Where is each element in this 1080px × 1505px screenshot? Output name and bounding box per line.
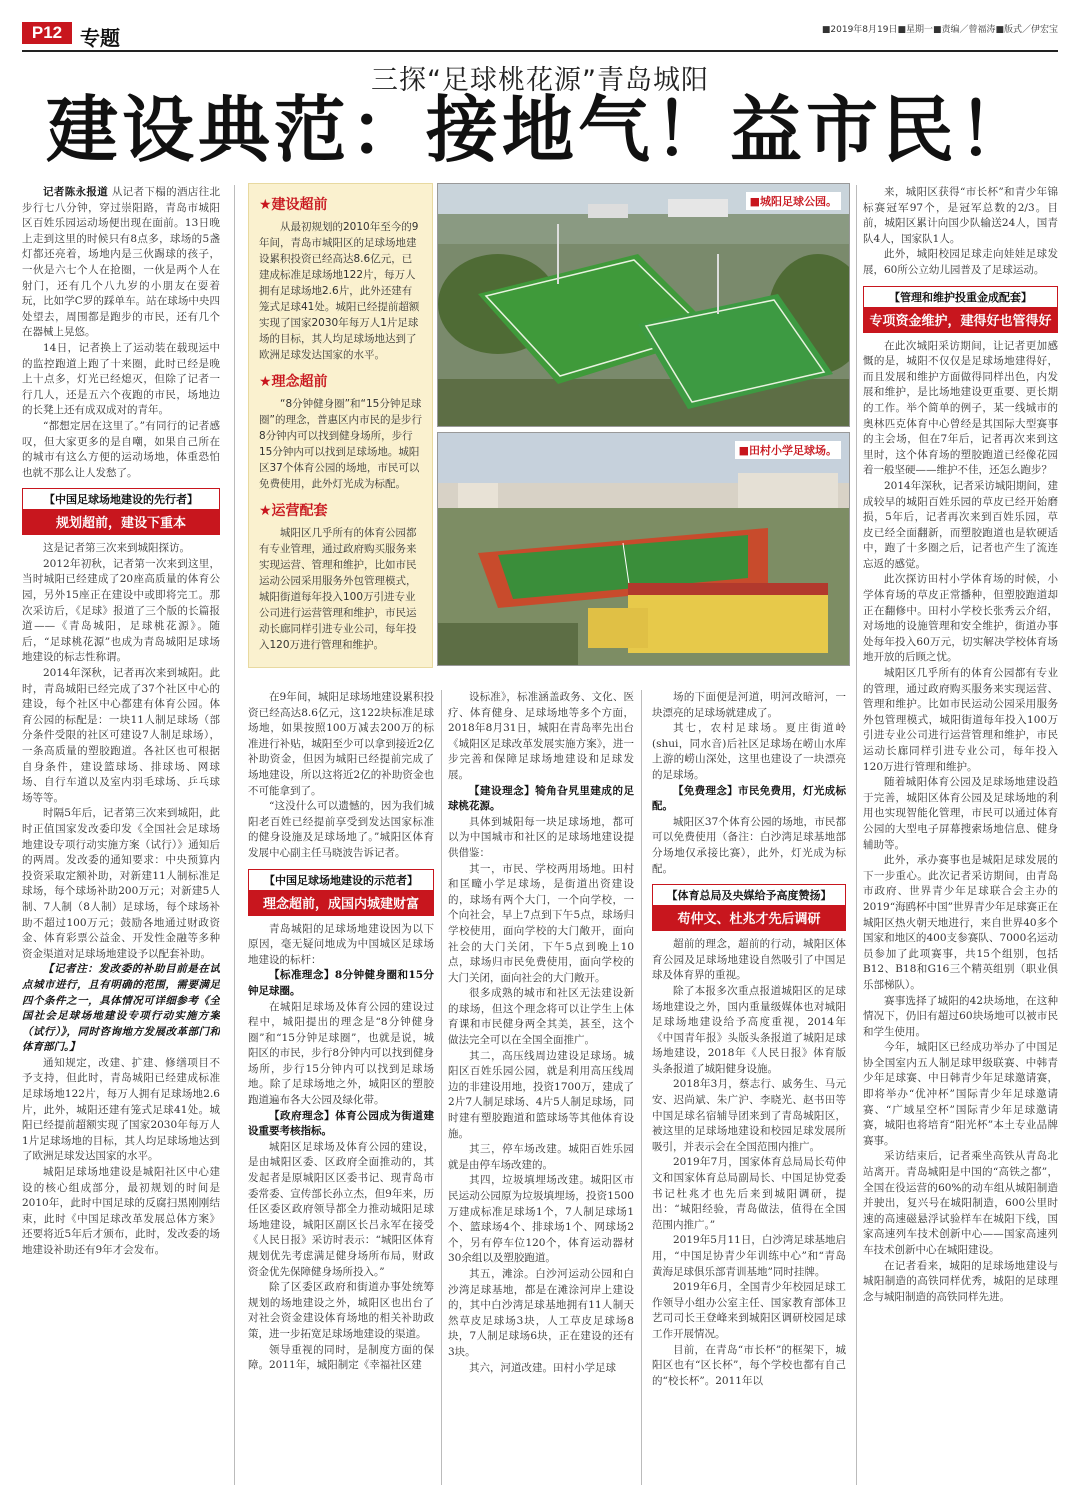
paragraph: 从记者下榻的酒店往北步行七八分钟，穿过崇阳路，青岛市城阳区百姓乐园运动场便出现在面前。13日晚上走到这里的时候只有8点多，球场的5盏灯都还亮着，场地内是三伙踢球的孩子，一伙是六七个人在抢圈，一伙是两个人在射门，还有几个八九岁的小朋友在耍着玩，比如学C罗的踩单车。站在球场中央四处望去，周围都是跑步的市民，还有几个在器械上晃悠。 xyxy=(22,186,220,339)
paragraph: 其二，高压线周边建设足球场。城阳区百姓乐园公园，就是利用高压线周边的非建设用地，投资1700万，建成了2片7人制足球场、4片5人制足球场，同时建有塑胶跑道和篮球场等其他体育设施。 xyxy=(448,1049,634,1140)
paragraph: 今年，城阳区已经成功举办了中国足协全国室内五人制足球甲级联赛、中韩青少年足球赛、中日韩青少年足球邀请赛，即将举办“优冲杯”国际青少年足球邀请赛、“广域星空杯”国际青少年足球邀请赛，城阳也将培育“阳光杯”本土专业品牌赛事。 xyxy=(863,1041,1058,1147)
paragraph: 2019年7月，国家体育总局局长苟仲文和国家体育总局副局长、中国足协党委书记杜兆才也先后来到城阳调研，提出：“城阳经验，青岛做法，值得在全国范围内推广。” xyxy=(652,1156,846,1231)
paragraph: 这是记者第三次来到城阳探访。 xyxy=(43,542,190,555)
paragraph: 在此次城阳采访期间，让记者更加感慨的是，城阳不仅仅是足球场地建得好，而且发展和维护方面做得同样出色，内发展和维护，是比场地建设更重要、更长期的工作。举个简单的例子，某一线城市的奥林匹克体育中心曾经是其国际大型赛事的主会场，但在7年后，记者再次来到这里时，这个体育场的塑胶跑道已经像花园着一般坚硬——维护不佳，还怎么跑步？ xyxy=(863,339,1058,477)
paragraph: 此外，城阳校园足球走向娃娃足球发展，60所公立幼儿园普及了足球运动。 xyxy=(863,248,1058,276)
school-pitch-illustration xyxy=(438,433,850,666)
paragraph: 目前，在青岛“市长杯”的框架下，城阳区也有“区长杯”，每个学校也都有自己的“校长杯”。2011年以 xyxy=(652,1343,846,1387)
column-5 xyxy=(863,185,1058,1485)
paragraph: 其七，农村足球场。夏庄街道岭(shui，同水音)后社区足球场在崂山水库上游的崂山深处，这里也建设了一块漂亮的足球场。 xyxy=(652,722,846,781)
column-2 xyxy=(248,690,434,1485)
school-pitch-photo xyxy=(437,432,850,666)
paragraph: 场的下面便是河道，明河改暗河，一块漂亮的足球场就建成了。 xyxy=(652,691,846,719)
paragraph: 2019年5月11日，白沙湾足球基地启用，“中国足协青少年训练中心”和“青岛黄海足球俱乐部青训基地”同时挂牌。 xyxy=(652,1234,846,1278)
paragraph: 青岛城阳的足球场地建设因为以下原因，毫无疑问地成为中国城区足球场地建设的标杆： xyxy=(248,922,434,966)
paragraph: 城阳区37个体育公园的场地，市民都可以免费使用（备注：白沙湾足球基地部分场地仅承接比赛），此外，灯光成为标配。 xyxy=(652,815,846,875)
subhead-top: 【体育总局及央媒给予高度赞扬】 xyxy=(666,889,832,903)
subhead-top: 【中国足球场地建设的示范者】 xyxy=(264,873,418,887)
paragraph: 城阳足球场地建设是城阳社区中心建设的核心组成部分，最初规划的时间是2010年，此时中国足球的反腐扫黑刚刚结束，此时《中国足球改革发展总体方案》还要将近5年后才颁布，此时，发改委的场地建设补助还有9年才会发布。 xyxy=(22,1166,220,1256)
paragraph: 此次探访田村小学体育场的时候，小学体育场的草皮正常播种，但塑胶跑道却正在翻修中。田村小学校长张秀云介绍，对场地的设施管理和安全维护，街道办事处每年投入60万元，切实解决学校体育场地开放的后顾之忧。 xyxy=(863,573,1058,664)
paragraph: 其四，垃圾填埋场改建。城阳区市民运动公园原为垃圾填埋场，投资1500万建成标准足球场1个，7人制足球场1个、篮球场4个、排球场1个、网球场2个，另有停车位120个，体育运动器材30余组以及塑胶跑道。 xyxy=(448,1174,634,1265)
paragraph: 14日，记者换上了运动装在载现运中的监控跑道上跑了十来圈，此时已经是晚上十点多，灯光已经熄灭，但除了记者一行几人，还是五六个夜跑的市民，场地边的长凳上还有成双成对的青年。 xyxy=(22,341,220,417)
paragraph: 很多成熟的城市和社区无法建设新的球场，但这个理念将可以让学生上体育课和市民健身两全其美，甚至，这个做法完全可以在全国全面推广。 xyxy=(448,987,634,1047)
subhead-bottom: 专项资金维护，建得好也管得好 xyxy=(864,307,1057,332)
page-number: P12 xyxy=(22,22,72,44)
sidebar-heading: ★理念超前 xyxy=(259,374,328,390)
column-divider xyxy=(856,185,857,1485)
sidebar-heading: ★运营配套 xyxy=(259,503,328,519)
sidebar-text: 从最初规划的2010年至今的9年间，青岛市城阳区的足球场地建设累积投资已经高达8.6亿元，已建成标准足球场地122片，每万人拥有足球场地2.6片，此外还建有笼式足球41处。城阳已经提前超额实现了国家2030年每万人1片足球场的目标，其人均足球场地达到了欧洲足球发达国家的水平。 xyxy=(259,221,420,361)
subhead-bottom: 理念超前，成国内城建财富 xyxy=(249,890,433,915)
subhead-box xyxy=(652,884,846,931)
paragraph: “这没什么可以遗憾的，因为我们城阳老百姓已经提前享受到发达国家标准的健身设施及足球场地了。”城阳区体育发展中心副主任马晓波告诉记者。 xyxy=(248,800,434,859)
paragraph: 赛事选择了城阳的42块场地，在这种情况下，仍旧有超过60块场地可以被市民和学生使用。 xyxy=(863,994,1058,1038)
header-info: ■2019年8月19日■星期一■责编／曾福涛■版式／伊宏宝 xyxy=(821,25,1058,35)
column-divider xyxy=(234,185,235,1485)
paragraph: 来，城阳区获得“市长杯”和青少年锦标赛冠军97个，是冠军总数的2/3。目前，城阳区累计向国少队输送24人，国青队4人，国家队1人。 xyxy=(863,186,1058,245)
paragraph: 随着城阳体育公园及足球场地建设趋于完善，城阳区体育公园及足球场地的利用也实现智能化管理，市民可以通过体育公园的大型电子屏幕搜索场地信息、健身辅助等。 xyxy=(863,776,1058,851)
sidebar-heading: ★建设超前 xyxy=(259,197,328,213)
paragraph: “都想定居在这里了。”有同行的记者感叹，但大家更多的是自嘲，如果自己所在的城市有这么方便的运动场地，体重恐怕也就不那么让人发愁了。 xyxy=(22,419,220,479)
article-kicker: 三探“足球桃花源”青岛城阳 xyxy=(371,65,709,96)
subhead-bottom: 规划超前，建设下重本 xyxy=(23,509,219,534)
paragraph: 2018年3月，蔡志行、戚务生、马元安、迟尚斌、朱广沪、李晓光、赵书田等中国足球名宿辅导团来到了青岛城阳区，被这里的足球场地建设和校园足球发展所吸引，并表示会在全国范围内推广。 xyxy=(652,1078,846,1153)
paragraph: 2012年初秋，记者第一次来到这里，当时城阳已经建成了20座高质量的体育公园，另外15座正在建设中或即将完工。那次采访后，《足球》报道了三个版的长篇报道——《青岛城阳，足球桃花源》。随后，“足球桃花源”也成为青岛城阳足球场地建设的标志性称谓。 xyxy=(22,557,220,664)
sidebar-text: “8分钟健身圈”和“15分钟足球圈”的理念，普惠区内市民的是步行8分钟内可以找到健身场所，步行15分钟内可以找到足球场地。城阳区37个体育公园的场地，市民可以免费使用，此外灯光成为标配。 xyxy=(259,398,422,490)
highlights-sidebar xyxy=(248,183,433,668)
sidebar-text: 城阳区几乎所有的体育公园都有专业管理，通过政府购买服务来实现运营、管理和维护，比如市民运动公园采用服务外包管理模式，城阳街道每年投入100万引进专业公司进行运营管理和维护，市民运动长廊同样引进专业公司，每年投入120万进行管理和维护。 xyxy=(259,527,417,651)
paragraph: 具体到城阳每一块足球场地，都可以为中国城市和社区的足球场地建设提供借鉴： xyxy=(448,815,634,859)
photo-caption: ■城阳足球公园。 xyxy=(746,192,841,210)
subhead-box xyxy=(22,488,220,535)
paragraph: 其一，市民、学校两用场地。田村和匡疃小学足球场，是街道出资建设的，球场有两个大门，一个向学校，一个向社会，早上7点到下午5点，球场归学校使用，面向学校的大门敞开，面向社会的大门关闭，下午5点到晚上10点，球场归市民免费使用，面向学校的大门关闭，面向社会的大门敞开。 xyxy=(448,862,634,984)
subhead-top: 【管理和维护投重金成配套】 xyxy=(889,290,1032,304)
subhead-bottom: 苟仲文、杜兆才先后调研 xyxy=(653,905,845,930)
paragraph: 采访结束后，记者乘坐高铁从青岛北站离开。青岛城阳是中国的“高铁之都”，全国在役运营的60%的动车组从城阳制造并驶出，复兴号在城阳制造，600公里时速的高速磁悬浮试验样车在城阳下线，国家高速列车技术创新中心——国家高速列车技术创新中心在城阳建设。 xyxy=(863,1150,1058,1256)
paragraph: 其三，停车场改建。城阳百姓乐园就是由停车场改建的。 xyxy=(448,1143,634,1171)
column-divider xyxy=(641,690,642,1485)
article-headline: 建设典范：接地气！益市民！ xyxy=(45,88,1034,172)
paragraph: 2019年6月，全国青少年校园足球工作领导小组办公室主任、国家教育部体卫艺司司长王登峰来到城阳区调研校园足球工作开展情况。 xyxy=(652,1281,846,1340)
paragraph: 在城阳足球场及体育公园的建设过程中，城阳提出的理念是“8分钟健身圈”和“15分钟足球圈”，也就是说，城阳区的市民，步行8分钟内可以找到健身场所，步行15分钟内可以找到足球场地。除了足球场地之外，城阳区的塑胶跑道遍布各大公园及绿化带。 xyxy=(248,1000,434,1107)
paragraph-heading: 【建设理念】犄角旮旯里建成的足球桃花源。 xyxy=(448,784,634,813)
header-divider xyxy=(22,50,1058,52)
football-park-photo xyxy=(437,183,850,427)
paragraph: 2014年深秋，记者再次来到城阳。此时，青岛城阳已经完成了37个社区中心的建设，每个社区中心都建有体育公园。体育公园的标配是：一块11人制足球场（部分条件受限的社区可建设7人制足球场），一条高质量的塑胶跑道。各社区也可根据自身条件，建设篮球场、排球场、网球场、自行车道以及室内羽毛球场、乒乓球场等等。 xyxy=(22,667,220,804)
paragraph: 此外，承办赛事也是城阳足球发展的下一步重心。此次记者采访期间，由青岛市政府、世界青少年足球联合会主办的2019“海鸥杯中国”世界青少年足球赛正在城阳区热火朝天地进行，来自世界40多个国家和地区的400支参赛队、7000名运动员参加了此项赛事，共15个组别，包括B12、B18和G16三个精英组别（职业俱乐部梯队）。 xyxy=(863,854,1058,991)
paragraph: 通知规定，改建、扩建、修缮项目不予支持，但此时，青岛城阳已经建成标准足球场地122片，每万人拥有足球场地2.6片，此外，城阳还建有笼式足球41处。城阳已经提前超额实现了国家2030年每万人1片足球场地的目标，其人均足球场地达到了欧洲足球发达国家的水平。 xyxy=(22,1056,220,1163)
byline: 记者陈永报道 xyxy=(43,186,109,198)
paragraph: 除了区委区政府和街道办事处统筹规划的场地建设之外，城阳区也出台了对社会资金建设体育场地的相关补助政策，进一步拓宽足球场地建设的渠道。 xyxy=(248,1281,434,1340)
paragraph: 时隔5年后，记者第三次来到城阳，此时正值国家发改委印发《全国社会足球场地建设专项行动实施方案（试行）》通知后的两周。发改委的通知要求：中央预算内投资采取定额补助，对新建11人制标准足球场，每个球场补助200万元；对新建5人制、7人制（8人制）足球场，每个球场补助不超过100万元；鼓励各地通过财政资金、体育彩票公益金、开发性金融等多种资金渠道对足球场地建设予以配套补助。 xyxy=(22,807,220,960)
subhead-box xyxy=(863,286,1058,333)
paragraph: 其六，河道改建。田村小学足球 xyxy=(469,1361,616,1374)
column-divider xyxy=(441,690,442,1485)
paragraph: 除了本报多次重点报道城阳区的足球场地建设之外，国内重量级媒体也对城阳足球场地建设给予高度重视，2014年《中国青年报》头版头条报道了城阳足球场地建设，2018年《人民日报》体育版头条报道了城阳健身设施。 xyxy=(652,984,846,1075)
photo-caption: ■田村小学足球场。 xyxy=(735,441,841,459)
paragraph: 在9年间，城阳足球场地建设累积投资已经高达8.6亿元，这122块标准足球场地，如果按照100万减去200万的标准进行补贴，城阳至少可以拿到接近2亿补助资金，但因为城阳已经提前完成了场地建设，所以这将近2亿的补助资金也不可能拿到了。 xyxy=(248,691,434,797)
paragraph: 其五，滩涂。白沙河运动公园和白沙湾足球基地，都是在滩涂河岸上建设的，其中白沙湾足球基地拥有11人制天然草皮足球场3块，人工草皮足球场8块，7人制足球场6块，正在建设的还有3块。 xyxy=(448,1267,634,1358)
paragraph: 城阳区足球场及体育公园的建设，是由城阳区委、区政府全面推动的，其发起者是原城阳区区委书记、现青岛市委常委、宣传部长孙立杰，但9年来，历任区委区政府领导都全力推动城阳足球场地建设，城阳区副区长吕永军在接受《人民日报》采访时表示：“城阳区体育规划优先考虑满足健身场所布局，财政资金优先保障健身场所投入。” xyxy=(248,1140,434,1278)
section-name: 专题 xyxy=(80,26,120,50)
paragraph-heading: 【政府理念】体育公园成为街道建设重要考核指标。 xyxy=(248,1109,434,1138)
paragraph-heading: 【免费理念】市民免费用，灯光成标配。 xyxy=(652,784,846,813)
subhead-box xyxy=(248,869,434,916)
paragraph: 城阳区几乎所有的体育公园都有专业的管理，通过政府购买服务来实现运营、管理和维护。比如市民运动公园采用服务外包管理模式，城阳街道每年投入100万引进专业公司进行运营管理和维护，市民运动长廊同样引进专业公司，每年投入120万进行管理和维护。 xyxy=(863,667,1058,773)
paragraph: 在记者看来，城阳的足球场地建设与城阳制造的高铁同样优秀，城阳的足球理念与城阳制造的高铁同样先进。 xyxy=(863,1259,1058,1303)
column-1 xyxy=(22,185,220,1485)
paragraph: 领导重视的同时，是制度方面的保障。2011年，城阳制定《幸福社区建 xyxy=(248,1343,434,1372)
paragraph: 超前的理念，超前的行动，城阳区体育公园及足球场地建设自然吸引了中国足球及体育界的重视。 xyxy=(652,938,846,982)
column-4 xyxy=(652,690,846,1485)
editor-note: 【记者注：发改委的补助目前是在试点城市进行，且有明确的范围，需要满足四个条件之一，具体情况可详细参考《全国社会足球场地建设专项行动实施方案（试行）》，同时咨询地方发展改革部门和体育部门。】 xyxy=(22,963,220,1054)
paragraph-heading: 【标准理念】8分钟健身圈和15分钟足球圈。 xyxy=(248,969,434,997)
column-3 xyxy=(448,690,634,1485)
aerial-park-illustration xyxy=(438,184,850,427)
subhead-top: 【中国足球场地建设的先行者】 xyxy=(44,493,198,507)
paragraph: 设标准》，标准涵盖政务、文化、医疗、体育健身、足球场地等多个方面，2018年8月31日，城阳在青岛率先出台《城阳区足球改革发展实施方案》，进一步完善和保障足球场地建设和足球发展。 xyxy=(448,691,634,781)
paragraph: 2014年深秋，记者采访城阳期间，建成较早的城阳百姓乐园的草皮已经开始磨损，5年后，记者再次来到百姓乐园，草皮已经全面翻新，而塑胶跑道也是软硬适中，跑了十多圈之后，记者也产生了流连忘返的感觉。 xyxy=(863,479,1058,570)
